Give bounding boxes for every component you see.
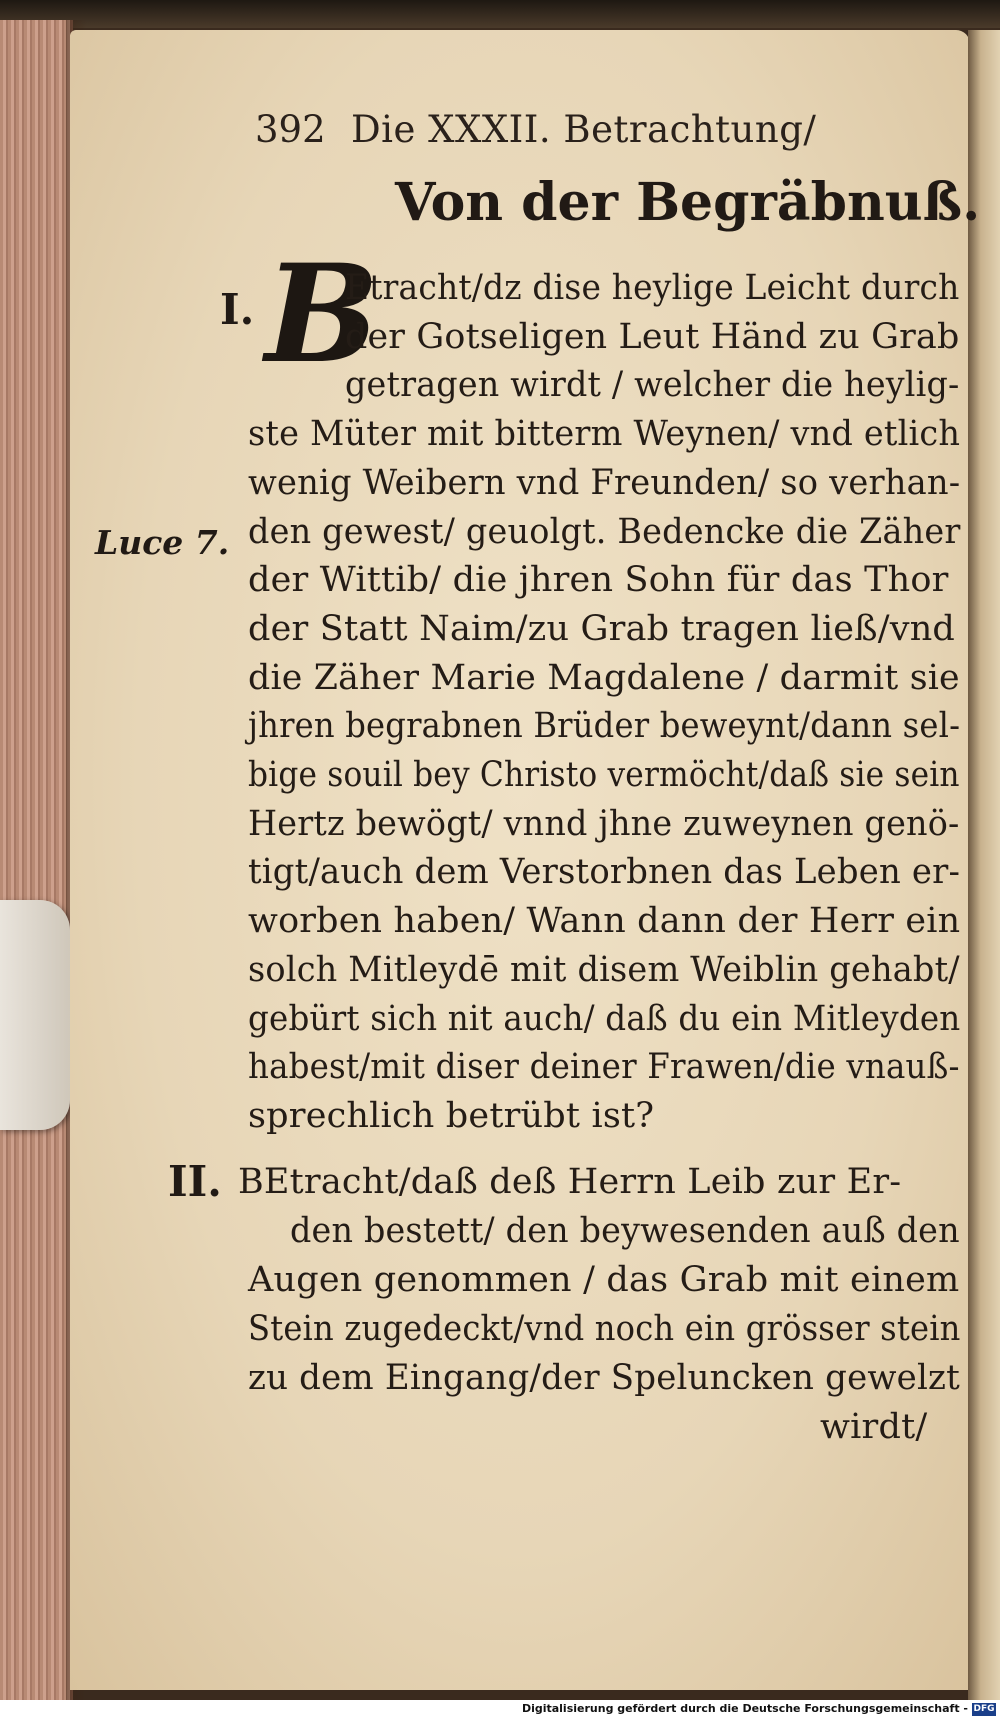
text-line: solch Mitleydē mit disem Weiblin gehabt/ [248,949,960,990]
text-line: der Gotseligen Leut Händ zu Grab [345,316,960,357]
page-header [255,108,905,160]
text-line: zu dem Eingang/der Speluncken gewelzt [248,1358,961,1398]
text-line: bige souil bey Christo vermöcht/daß sie sein [248,755,960,795]
text-line: getragen wirdt / welcher die heylig- [345,365,960,406]
bookmark-tab [0,900,70,1130]
section-marker-1: I. [220,285,255,334]
text-line: wirdt/ [820,1407,928,1447]
running-head: Die XXXII. Betrachtung/ [351,108,817,151]
text-line: den bestett/ den beywesenden auß den [290,1211,960,1251]
footer-credit: Digitalisierung gefördert durch die Deutsche Forschungsgemeinschaft - [521,1702,968,1715]
text-line: Hertz bewögt/ vnnd jhne zuweynen genö- [248,803,960,844]
facing-page-edge [968,30,1000,1700]
page-number: 392 [255,108,326,151]
text-line: der Statt Naim/zu Grab tragen ließ/vnd [248,608,956,649]
text-line: ste Müter mit bitterm Weynen/ vnd etlich [248,414,961,455]
margin-note: Luce 7. [95,523,230,562]
text-line: gebürt sich nit auch/ daß du ein Mitleyden [248,998,961,1039]
text-line: jhren begrabnen Brüder beweynt/dann sel- [248,706,961,747]
text-line: Augen genommen / das Grab mit einem [248,1260,960,1300]
section-marker-2: II. [168,1157,222,1206]
text-line: den gewest/ geuolgt. Bedencke die Zäher [248,511,961,552]
page-fore-edge [0,20,73,1700]
text-line: der Wittib/ die jhren Sohn für das Thor [248,560,949,601]
text-line: die Zäher Marie Magdalene / darmit sie [248,657,960,698]
dfg-logo: DFG [973,1704,995,1714]
text-line: habest/mit diser deiner Frawen/die vnauß- [248,1047,960,1088]
text-line: Etracht/dz dise heylige Leicht durch [345,268,960,308]
decorated-initial: B [265,234,380,393]
book-top-edge [0,0,1000,28]
text-line: worben haben/ Wann dann der Herr ein [248,901,961,942]
text-line: tigt/auch dem Verstorbnen das Leben er- [248,852,961,893]
text-line: wenig Weibern vnd Freunden/ so verhan- [248,462,961,503]
text-line: Stein zugedeckt/vnd noch ein grösser stein [248,1309,961,1349]
text-line: BEtracht/daß deß Herrn Leib zur Er- [238,1162,902,1202]
text-line: sprechlich betrübt ist? [248,1095,655,1136]
chapter-title: Von der Begräbnuß. [395,172,981,233]
